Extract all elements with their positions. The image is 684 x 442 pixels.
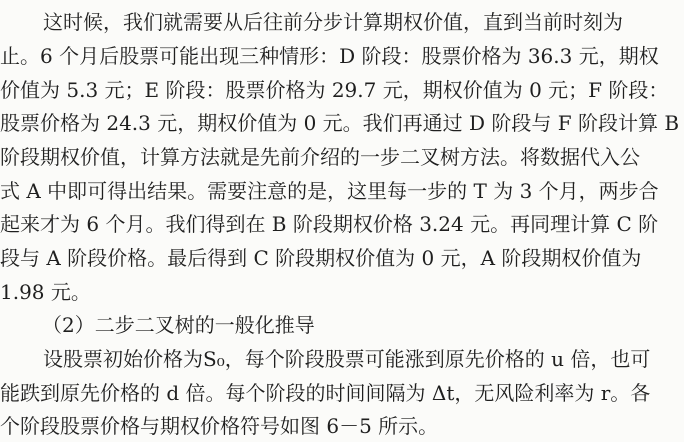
paragraph-2-line-3: 个阶段股票价格与期权价格符号如图 6－5 所示。 (0, 414, 439, 438)
paragraph-1-line-9: 1.98 元。 (0, 280, 91, 304)
paragraph-1-line-1: 这时候，我们就需要从后往前分步计算期权价值，直到当前时刻为 (43, 10, 623, 34)
section-heading: （2）二步二叉树的一般化推导 (42, 313, 315, 337)
paragraph-1-line-5: 阶段期权价值，计算方法就是先前介绍的一步二叉树方法。将数据代入公 (0, 145, 640, 169)
paragraph-1-line-7: 起来才为 6 个月。我们得到在 B 阶段期权价格 3.24 元。再同理计算 C 阶 (0, 212, 659, 236)
paragraph-2-line-1: 设股票初始价格为S₀，每个阶段股票可能涨到原先价格的 u 倍，也可 (43, 347, 651, 371)
paragraph-1-line-3: 价值为 5.3 元；E 阶段：股票价格为 29.7 元，期权价值为 0 元；F 阶段： (0, 78, 669, 102)
paragraph-1-line-2: 止。6 个月后股票可能出现三种情形：D 阶段：股票价格为 36.3 元，期权 (0, 44, 659, 68)
paragraph-2-line-2: 能跌到原先价格的 d 倍。每个阶段的时间间隔为 Δt，无风险利率为 r。各 (0, 381, 651, 405)
paragraph-1-line-8: 段与 A 阶段价格。最后得到 C 阶段期权价值为 0 元，A 阶段期权价值为 (0, 246, 642, 270)
paragraph-1-line-4: 股票价格为 24.3 元，期权价值为 0 元。我们再通过 D 阶段与 F 阶段计算 B (0, 111, 680, 135)
paragraph-1-line-6: 式 A 中即可得出结果。需要注意的是，这里每一步的 T 为 3 个月，两步合 (0, 179, 659, 203)
